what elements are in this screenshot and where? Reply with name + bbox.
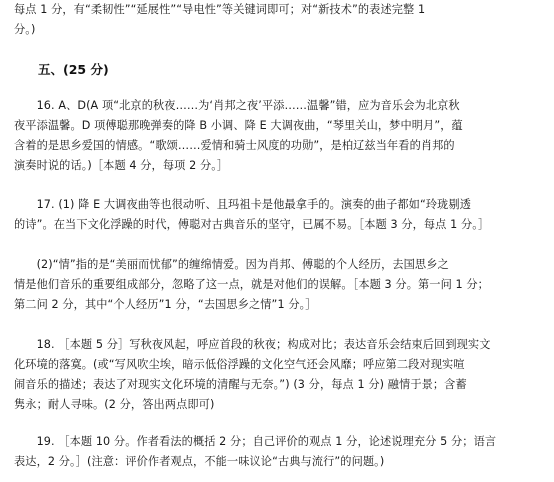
- q18-line-4: 隽永；耐人寻味。(2 分，答出两点即可): [14, 398, 215, 411]
- question-16-answer: [14, 96, 542, 176]
- intro-line-2: 分。): [14, 23, 36, 36]
- q19-line-2: 表达，2 分。］(注意：评价作者观点，不能一味议论“古典与流行”的问题。): [14, 455, 385, 468]
- q18-line-2: 化环境的落寞。(或“写风吹尘埃，暗示低俗浮躁的文化空气还会风靡；呼应第二段对现实喧: [14, 358, 465, 371]
- q17a-line-2: 的诗”。在当下文化浮躁的时代，傅聪对古典音乐的坚守，已属不易。［本题 3 分，每点 1 分。］: [14, 218, 490, 231]
- q16-line-1: 16. A、D(A 项“北京的秋夜……为‘肖邦之夜’平添……温馨”错，应为音乐会为北京秋: [14, 99, 460, 112]
- question-17-part2-answer: [14, 255, 542, 315]
- intro-line-1: 每点 1 分，有“柔韧性”“延展性”“导电性”等关键词即可；对“新技术”的表述完整 1: [14, 3, 426, 16]
- q16-line-2: 夜平添温馨。D 项傅聪那晚弹奏的降 B 小调、降 E 大调夜曲，“琴里关山，梦中明月”，蕴: [14, 119, 463, 132]
- question-18-answer: [14, 335, 542, 415]
- intro-paragraph: [14, 0, 542, 40]
- question-19-answer: [14, 432, 542, 472]
- q18-line-3: 闹音乐的描述；表达了对现实文化环境的清醒与无奈。”) (3 分，每点 1 分) 融情于景；含蓄: [14, 378, 467, 391]
- q17b-line-3: 第二问 2 分，其中“个人经历”1 分，“去国思乡之情”1 分。］: [14, 298, 317, 311]
- q17b-line-2: 情是他们音乐的重要组成部分，忽略了这一点，就是对他们的误解。［本题 3 分。第一问 1 分；: [14, 278, 489, 291]
- q16-line-4: 演奏时说的话。)［本题 4 分，每项 2 分。］: [14, 159, 229, 172]
- section-heading: 五、(25 分): [38, 62, 109, 77]
- q16-line-3: 含着的是思乡爱国的情感。“歌颂……爱情和骑士风度的功勋”，是柏辽兹当年看的肖邦的: [14, 139, 455, 152]
- q18-line-1: 18. ［本题 5 分］写秋夜风起，呼应首段的秋夜；构成对比；表达音乐会结束后回到现实文: [14, 338, 491, 351]
- question-17-part1-answer: [14, 195, 542, 235]
- q17a-line-1: 17. (1) 降 E 大调夜曲等也很动听、且玛祖卡是他最拿手的。演奏的曲子都如“玲珑剔透: [14, 198, 471, 211]
- q19-line-1: 19. ［本题 10 分。作者看法的概括 2 分；自己评价的观点 1 分，论述说理充分 5 分；语言: [14, 435, 497, 448]
- q17b-line-1: (2)“情”指的是“美丽而忧郁”的缠绵情爱。因为肖邦、傅聪的个人经历，去国思乡之: [14, 258, 449, 271]
